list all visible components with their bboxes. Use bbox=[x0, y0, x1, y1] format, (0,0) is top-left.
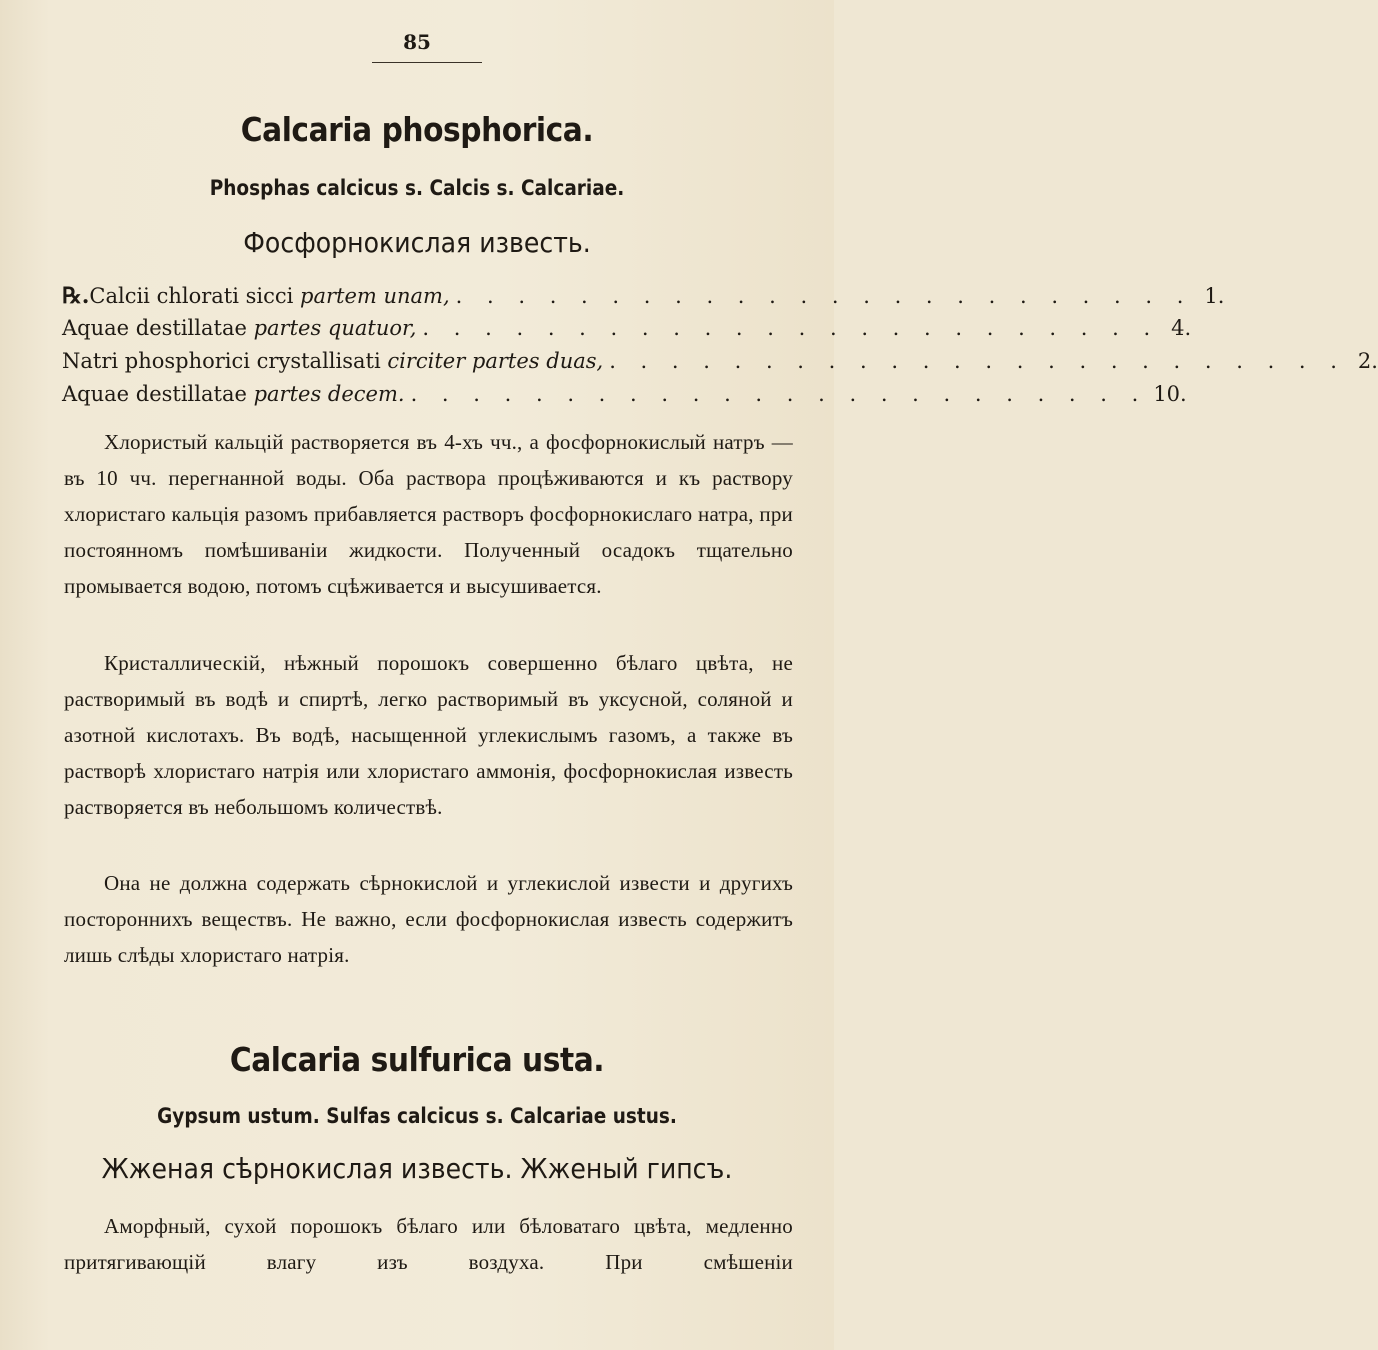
leader-dots: . . . . . . . . . . . . . . . . . . . . . . . . bbox=[410, 382, 1148, 406]
section2-latin-synonyms: Gypsum ustum. Sulfas calcicus s. Calcariae ustus. bbox=[157, 1104, 677, 1128]
recipe-amount: partem unam, bbox=[300, 284, 450, 308]
recipe-substance: Natri phosphorici crystallisati bbox=[62, 349, 381, 373]
leader-dots: . . . . . . . . . . . . . . . . . . . . . . . . bbox=[455, 284, 1193, 308]
section1-russian-name: Фосфорнокислая известь. bbox=[243, 226, 591, 259]
recipe-block bbox=[62, 283, 1378, 415]
recipe-ingredient bbox=[62, 349, 603, 373]
recipe-amount: partes decem. bbox=[253, 382, 405, 406]
page-number: 85 bbox=[403, 30, 431, 54]
section1-title: Calcaria phosphorica. bbox=[240, 110, 594, 149]
recipe-substance: Calcii chlorati sicci bbox=[89, 284, 294, 308]
section1-paragraph-2: Кристаллическій, нѣжный порошокъ совершенно бѣлаго цвѣта, не растворимый въ водѣ и спиртѣ, легко растворимый въ уксусной, соляной и азотной кислотахъ. Въ водѣ, насыщенной углекислымъ газомъ, а также въ растворѣ хлористаго натрія или хлористаго аммонія, фосфорнокислая известь растворяется въ небольшомъ количествѣ. bbox=[64, 651, 793, 819]
leader-dots: . . . . . . . . . . . . . . . . . . . . . . . . bbox=[609, 349, 1346, 373]
recipe-row bbox=[62, 283, 1225, 316]
recipe-qty: 2. bbox=[1357, 349, 1378, 373]
recipe-row bbox=[62, 349, 1378, 382]
recipe-ingredient bbox=[62, 382, 405, 406]
section2-title: Calcaria sulfurica usta. bbox=[229, 1040, 605, 1079]
page-number-rule bbox=[372, 62, 482, 63]
recipe-row bbox=[62, 316, 1192, 349]
section1-paragraph-3: Она не должна содержать сѣрнокислой и углекислой извести и другихъ постороннихъ веществъ. Не важно, если фосфорнокислая известь содержитъ лишь слѣды хлористаго натрія. bbox=[64, 871, 793, 967]
recipe-ingredient bbox=[89, 284, 449, 308]
section2-russian-name: Жженая сѣрнокислая известь. Жженый гипсъ. bbox=[101, 1152, 733, 1185]
section1-latin-synonyms: Phosphas calcicus s. Calcis s. Calcariae. bbox=[209, 176, 625, 200]
recipe-amount: partes quatuor, bbox=[253, 316, 417, 340]
recipe-ingredient bbox=[62, 316, 416, 340]
leader-dots: . . . . . . . . . . . . . . . . . . . . . . . . bbox=[422, 316, 1160, 340]
section2-paragraph-1: Аморфный, сухой порошокъ бѣлаго или бѣловатаго цвѣта, медленно притягивающій влагу изъ воздуха. При смѣшеніи bbox=[64, 1214, 793, 1274]
section1-paragraph-1: Хлористый кальцій растворяется въ 4-хъ чч., а фосфорнокислый натръ — въ 10 чч. перегнанной воды. Оба раствора процѣживаются и къ раствору хлористаго кальція разомъ прибавляется растворъ фосфорнокислаго натра, при постоянномъ помѣшиваніи жидкости. Полученный осадокъ тщательно промывается водою, потомъ сцѣживается и высушивается. bbox=[64, 430, 793, 598]
recipe-qty: 4. bbox=[1171, 316, 1192, 340]
recipe-qty: 10. bbox=[1153, 382, 1187, 406]
recipe-amount: circiter partes duas, bbox=[387, 349, 604, 373]
recipe-qty: 1. bbox=[1204, 284, 1225, 308]
recipe-row bbox=[62, 382, 1187, 415]
recipe-substance: Aquae destillatae bbox=[62, 382, 247, 406]
recipe-substance: Aquae destillatae bbox=[62, 316, 247, 340]
recipe-symbol: ℞. bbox=[62, 283, 90, 309]
